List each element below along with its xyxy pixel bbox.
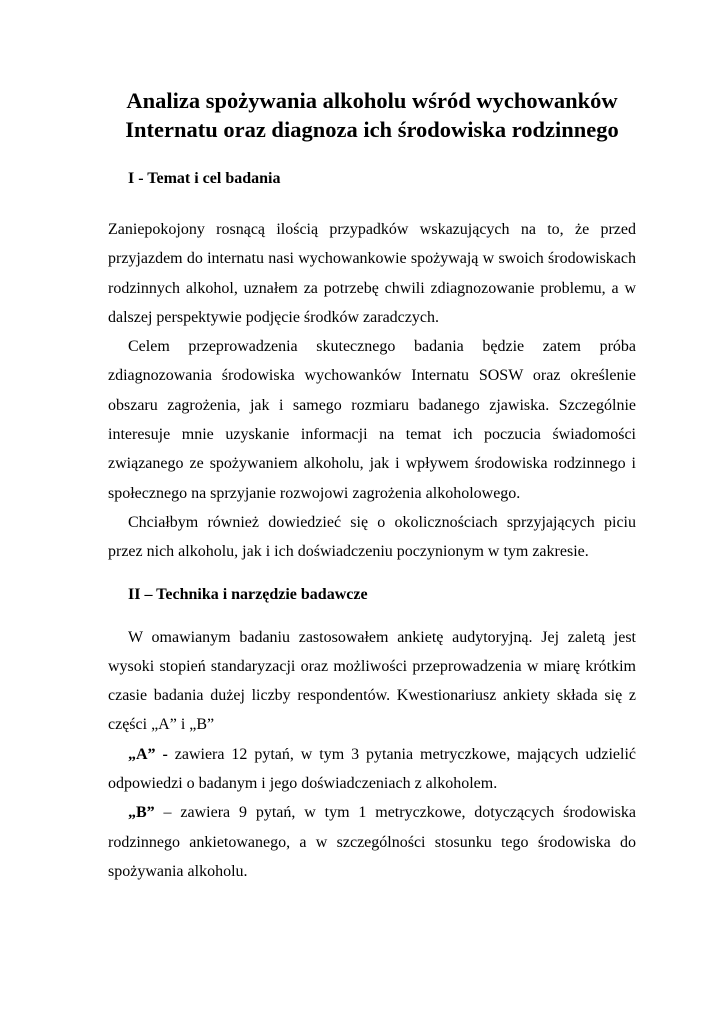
document-title [108,86,636,144]
part-a-text: zawiera 12 pytań, w tym 3 pytania metryczkowe, mających udzielić odpowiedzi o badanym i jego doświadczeniach z alkoholem. [108,745,636,793]
title-line-2: Internatu oraz diagnoza ich środowiska rodzinnego [125,117,619,142]
section-1-heading: I - Temat i cel badania [128,170,281,187]
title-line-1: Analiza spożywania alkoholu wśród wychowanków [126,88,618,113]
section-2-part-a [108,740,636,799]
part-b-label: „B” [128,804,155,822]
section-1-paragraph-1: Zaniepokojony rosnącą ilością przypadków wskazujących na to, że przed przyjazdem do internatu nasi wychowankowie spożywają w swoich środowiskach rodzinnych alkohol, uznałem za potrzebę chwili zdiagnozowanie problemu, a w dalszej perspektywie podjęcie środków zaradczych. [108,221,636,326]
part-b-text: – zawiera 9 pytań, w tym 1 metryczkowe, dotyczących środowiska rodzinnego ankietowanego, a w szczególności stosunku tego środowiska do spożywania alkoholu. [108,804,636,880]
section-2-paragraph-1: W omawianym badaniu zastosowałem ankietę audytoryjną. Jej zaletą jest wysoki stopień standaryzacji oraz możliwości przeprowadzenia w miarę krótkim czasie badania dużej liczby respondentów. Kwestionariusz ankiety składa się z części „A” i „B” [108,628,636,734]
section-1-paragraph-3: Chciałbym również dowiedzieć się o okolicznościach sprzyjających piciu przez nich alkoholu, jak i ich doświadczeniu poczynionym w tym zakresie. [108,513,636,561]
section-2-part-b [108,798,636,886]
section-1-paragraph-2: Celem przeprowadzenia skutecznego badania będzie zatem próba zdiagnozowania środowiska wychowanków Internatu SOSW oraz określenie obszaru zagrożenia, jak i samego rozmiaru badanego zjawiska. Szczególnie interesuje mnie uzyskanie informacji na temat ich poczucia świadomości związanego ze spożywaniem alkoholu, jak i wpływem środowiska rodzinnego i społecznego na sprzyjanie rozwojowi zagrożenia alkoholowego. [108,338,636,502]
part-a-label: „A” - [128,745,168,763]
section-2-heading: II – Technika i narzędzie badawcze [128,585,368,603]
